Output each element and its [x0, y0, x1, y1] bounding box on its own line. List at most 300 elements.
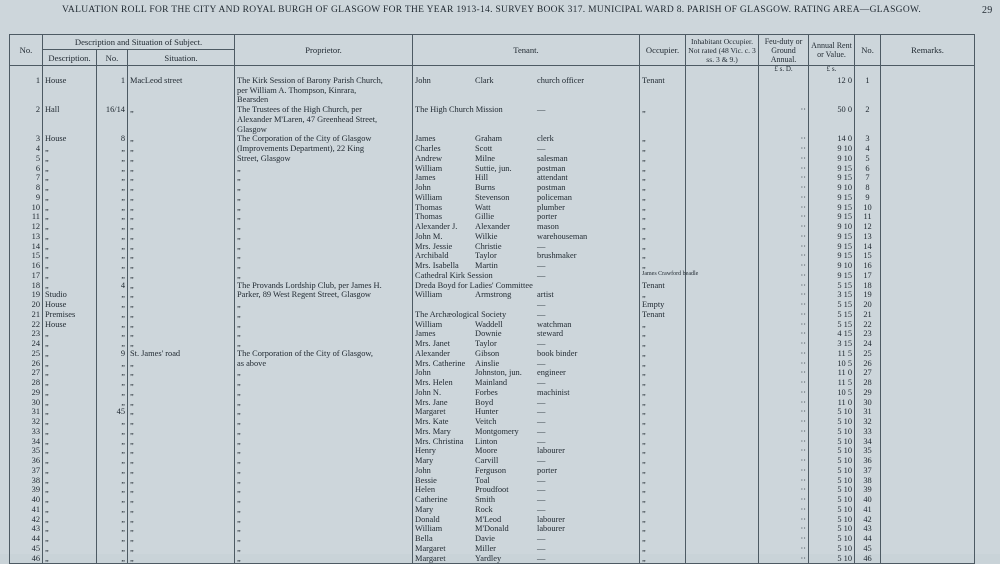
inhabitant-cell [686, 251, 759, 261]
tenant-occupation: watchman [537, 319, 572, 329]
tenant-first-name: Catherine [415, 495, 448, 504]
proprietor-cell: „ [235, 524, 413, 534]
occupier-cell: „ [640, 329, 686, 339]
table-row [10, 251, 975, 261]
row-number-cell: 27 [855, 368, 881, 378]
tenant-occupation: brushmaker [537, 251, 577, 261]
tenant-cell [413, 105, 640, 115]
page-header [0, 5, 1000, 21]
annual-rent-cell: 5 10 [809, 427, 855, 437]
tenant-cell [413, 125, 640, 135]
street-number-cell: „ [97, 329, 128, 339]
entry-number: 7 [10, 173, 43, 183]
inhabitant-cell [686, 154, 759, 164]
valuation-table [9, 34, 975, 564]
inhabitant-cell [686, 173, 759, 183]
situation-cell: „ [128, 144, 235, 154]
inhabitant-cell [686, 495, 759, 505]
remarks-cell [881, 476, 975, 486]
situation-cell: „ [128, 290, 235, 300]
remarks-cell [881, 203, 975, 213]
tenant-first-name: Bella [415, 534, 433, 543]
remarks-cell [881, 388, 975, 398]
situation-cell: „ [128, 300, 235, 310]
annual-rent-cell: 5 10 [809, 466, 855, 476]
row-number-cell: 19 [855, 290, 881, 300]
description-cell: Studio [43, 290, 97, 300]
remarks-cell [881, 232, 975, 242]
feu-duty-cell: ·· [759, 242, 809, 252]
description-cell: „ [43, 349, 97, 359]
description-cell: Hall [43, 105, 97, 115]
tenant-cell [413, 544, 640, 554]
street-number-cell: „ [97, 495, 128, 505]
situation-cell: „ [128, 232, 235, 242]
occupier-cell: „ [640, 242, 686, 252]
feu-duty-cell: ·· [759, 105, 809, 115]
street-number-cell: „ [97, 427, 128, 437]
feu-duty-cell: ·· [759, 339, 809, 349]
description-cell: „ [43, 544, 97, 554]
tenant-first-name: The High Church Mission [415, 105, 503, 114]
tenant-cell [413, 115, 640, 125]
annual-rent-cell: 5 10 [809, 515, 855, 525]
row-number-cell: 37 [855, 466, 881, 476]
tenant-cell [413, 144, 640, 154]
street-number-cell: 8 [97, 134, 128, 144]
street-number-cell [97, 95, 128, 105]
proprietor-cell: Bearsden [235, 95, 413, 105]
feu-duty-cell: ·· [759, 329, 809, 339]
situation-cell: „ [128, 242, 235, 252]
proprietor-cell: The Kirk Session of Barony Parish Church, [235, 76, 413, 86]
entry-number: 5 [10, 154, 43, 164]
tenant-cell [413, 251, 640, 261]
table-row [10, 300, 975, 310]
tenant-occupation: artist [537, 290, 554, 300]
tenant-occupation: postman [537, 163, 566, 173]
proprietor-cell: Alexander M'Laren, 47 Greenhead Street, [235, 115, 413, 125]
description-cell: „ [43, 505, 97, 515]
remarks-cell [881, 524, 975, 534]
tenant-surname: Watt [475, 202, 491, 212]
tenant-surname: Downie [475, 329, 502, 339]
col-tenant: Tenant. [413, 35, 640, 66]
situation-cell: „ [128, 515, 235, 525]
row-number-cell: 1 [855, 76, 881, 86]
street-number-cell: „ [97, 544, 128, 554]
situation-cell: „ [128, 368, 235, 378]
entry-number: 24 [10, 339, 43, 349]
proprietor-cell: „ [235, 271, 413, 281]
description-cell: „ [43, 203, 97, 213]
annual-rent-cell: 5 10 [809, 446, 855, 456]
proprietor-cell: „ [235, 515, 413, 525]
proprietor-cell: „ [235, 476, 413, 486]
tenant-cell [413, 495, 640, 505]
row-number-cell: 8 [855, 183, 881, 193]
inhabitant-cell [686, 164, 759, 174]
inhabitant-cell [686, 368, 759, 378]
situation-cell: „ [128, 359, 235, 369]
occupier-cell: „ [640, 515, 686, 525]
tenant-surname: Christie [475, 241, 502, 251]
col-description-group: Description and Situation of Subject. [43, 35, 235, 50]
annual-rent-cell: 11 5 [809, 378, 855, 388]
occupier-cell: „ [640, 466, 686, 476]
feu-duty-cell: ·· [759, 388, 809, 398]
inhabitant-cell [686, 524, 759, 534]
description-cell: „ [43, 242, 97, 252]
tenant-occupation: — [537, 456, 546, 465]
table-row [10, 485, 975, 495]
feu-duty-cell: ·· [759, 261, 809, 271]
proprietor-cell: „ [235, 505, 413, 515]
occupier-cell: „ [640, 144, 686, 154]
proprietor-cell: „ [235, 544, 413, 554]
row-number-cell: 18 [855, 281, 881, 291]
feu-duty-cell: ·· [759, 310, 809, 320]
entry-number: 17 [10, 271, 43, 281]
street-number-cell: „ [97, 339, 128, 349]
description-cell: „ [43, 456, 97, 466]
entry-number [10, 95, 43, 105]
tenant-surname: Milne [475, 153, 496, 163]
table-row [10, 417, 975, 427]
description-cell: „ [43, 476, 97, 486]
occupier-cell: „ [640, 417, 686, 427]
street-number-cell: „ [97, 232, 128, 242]
tenant-surname: Gibson [475, 348, 500, 358]
situation-cell: „ [128, 554, 235, 564]
inhabitant-cell [686, 242, 759, 252]
row-number-cell [855, 86, 881, 96]
inhabitant-cell [686, 105, 759, 115]
row-number-cell: 20 [855, 300, 881, 310]
table-body [10, 66, 975, 564]
annual-rent-cell: 5 10 [809, 476, 855, 486]
tenant-occupation: engineer [537, 368, 566, 378]
row-number-cell: 45 [855, 544, 881, 554]
proprietor-cell: „ [235, 495, 413, 505]
entry-number: 35 [10, 446, 43, 456]
row-number-cell: 26 [855, 359, 881, 369]
situation-cell: „ [128, 222, 235, 232]
annual-rent-cell: 5 10 [809, 524, 855, 534]
tenant-occupation: — [537, 485, 546, 495]
occupier-cell: Empty [640, 300, 686, 310]
feu-duty-cell: ·· [759, 466, 809, 476]
tenant-cell [413, 446, 640, 456]
tenant-surname: Linton [475, 436, 498, 446]
situation-cell: „ [128, 261, 235, 271]
tenant-first-name: Margaret [415, 407, 446, 417]
tenant-cell [413, 505, 640, 515]
table-row [10, 281, 975, 291]
occupier-cell: „ [640, 427, 686, 437]
row-number-cell: 31 [855, 407, 881, 417]
occupier-cell: „ [640, 485, 686, 495]
street-number-cell: „ [97, 290, 128, 300]
remarks-cell [881, 261, 975, 271]
situation-cell: „ [128, 427, 235, 437]
description-cell: House [43, 134, 97, 144]
occupier-cell: „ [640, 261, 686, 271]
row-number-cell: 15 [855, 251, 881, 261]
row-number-cell: 17 [855, 271, 881, 281]
feu-duty-cell: ·· [759, 232, 809, 242]
proprietor-cell: as above [235, 359, 413, 369]
table-row [10, 76, 975, 86]
entry-number: 43 [10, 524, 43, 534]
street-number-cell [97, 125, 128, 135]
col-occupier: Occupier. [640, 35, 686, 66]
inhabitant-cell [686, 222, 759, 232]
description-cell: „ [43, 466, 97, 476]
situation-cell: „ [128, 203, 235, 213]
tenant-first-name: Mrs. Isabella [415, 261, 459, 270]
inhabitant-cell [686, 86, 759, 96]
annual-rent-cell: 9 10 [809, 261, 855, 271]
description-cell: House [43, 300, 97, 310]
annual-rent-cell: 9 15 [809, 193, 855, 203]
occupier-cell: „ [640, 134, 686, 144]
street-number-cell: „ [97, 144, 128, 154]
description-cell: „ [43, 164, 97, 174]
occupier-cell: „ [640, 349, 686, 359]
entry-number: 29 [10, 388, 43, 398]
occupier-cell: „ [640, 544, 686, 554]
inhabitant-cell [686, 310, 759, 320]
tenant-occupation: attendant [537, 173, 568, 183]
entry-number: 46 [10, 554, 43, 564]
tenant-cell [413, 154, 640, 164]
entry-number: 21 [10, 310, 43, 320]
annual-rent-cell: 9 15 [809, 212, 855, 222]
tenant-occupation: salesman [537, 153, 568, 163]
annual-rent-cell: 5 10 [809, 534, 855, 544]
street-number-cell [97, 86, 128, 96]
remarks-cell [881, 466, 975, 476]
entry-number: 13 [10, 232, 43, 242]
tenant-surname: Forbes [475, 387, 498, 397]
street-number-cell: „ [97, 320, 128, 330]
entry-number: 39 [10, 485, 43, 495]
proprietor-cell: „ [235, 466, 413, 476]
tenant-first-name: Mrs. Christina [415, 436, 464, 446]
entry-number: 8 [10, 183, 43, 193]
description-cell: „ [43, 281, 97, 291]
table-row [10, 115, 975, 125]
occupier-cell: „ [640, 164, 686, 174]
remarks-cell [881, 427, 975, 437]
tenant-cell [413, 310, 640, 320]
remarks-cell [881, 183, 975, 193]
row-number-cell: 23 [855, 329, 881, 339]
tenant-cell [413, 466, 640, 476]
row-number-cell: 43 [855, 524, 881, 534]
tenant-occupation: church officer [537, 75, 585, 85]
tenant-first-name: Thomas [415, 202, 442, 212]
annual-rent-cell: 9 15 [809, 173, 855, 183]
tenant-first-name: Mrs. Kate [415, 417, 449, 426]
tenant-occupation: — [537, 105, 546, 114]
annual-rent-cell: 9 15 [809, 271, 855, 281]
description-cell: „ [43, 485, 97, 495]
situation-cell: „ [128, 183, 235, 193]
situation-cell: „ [128, 271, 235, 281]
inhabitant-cell [686, 95, 759, 105]
table-row [10, 544, 975, 554]
occupier-cell: „ [640, 476, 686, 486]
row-number-cell: 3 [855, 134, 881, 144]
feu-duty-cell: ·· [759, 417, 809, 427]
description-cell: „ [43, 271, 97, 281]
tenant-occupation: porter [537, 212, 558, 222]
street-number-cell: „ [97, 154, 128, 164]
feu-duty-cell: ·· [759, 437, 809, 447]
entry-number: 22 [10, 320, 43, 330]
occupier-cell: „ [640, 524, 686, 534]
tenant-occupation: postman [537, 183, 566, 192]
proprietor-cell: „ [235, 446, 413, 456]
feu-duty-cell: ·· [759, 320, 809, 330]
occupier-cell: „ [640, 368, 686, 378]
description-cell: „ [43, 515, 97, 525]
annual-rent-cell: 5 10 [809, 554, 855, 564]
tenant-occupation: — [537, 300, 546, 309]
tenant-cell [413, 164, 640, 174]
inhabitant-cell [686, 446, 759, 456]
remarks-cell [881, 495, 975, 505]
description-cell: „ [43, 212, 97, 222]
tenant-occupation: — [537, 378, 546, 387]
remarks-cell [881, 242, 975, 252]
table-row [10, 193, 975, 203]
entry-number: 20 [10, 300, 43, 310]
occupier-cell: Tenant [640, 310, 686, 320]
tenant-occupation: — [537, 397, 546, 407]
description-cell: „ [43, 368, 97, 378]
remarks-cell [881, 456, 975, 466]
tenant-first-name: The Archæological Society [415, 309, 507, 319]
description-cell: House [43, 76, 97, 86]
street-number-cell: 45 [97, 407, 128, 417]
row-number-cell: 28 [855, 378, 881, 388]
entry-number: 37 [10, 466, 43, 476]
feu-duty-cell: ·· [759, 534, 809, 544]
proprietor-cell: per William A. Thompson, Kinrara, [235, 86, 413, 96]
situation-cell: „ [128, 281, 235, 291]
remarks-cell [881, 125, 975, 135]
annual-rent-cell: 10 5 [809, 388, 855, 398]
proprietor-cell: The Trustees of the High Church, per [235, 105, 413, 115]
entry-number: 33 [10, 427, 43, 437]
feu-duty-cell: ·· [759, 203, 809, 213]
tenant-first-name: Margaret [415, 543, 446, 553]
feu-duty-cell: ·· [759, 495, 809, 505]
tenant-first-name: Margaret [415, 553, 446, 563]
tenant-cell [413, 359, 640, 369]
description-cell: „ [43, 437, 97, 447]
street-number-cell: „ [97, 173, 128, 183]
rent-units: £ s. [809, 66, 855, 76]
situation-cell: „ [128, 388, 235, 398]
situation-cell: „ [128, 339, 235, 349]
tenant-cell [413, 368, 640, 378]
annual-rent-cell: 50 0 [809, 105, 855, 115]
situation-cell: „ [128, 164, 235, 174]
street-number-cell: „ [97, 164, 128, 174]
row-number-cell: 4 [855, 144, 881, 154]
table-row [10, 359, 975, 369]
row-number-cell: 16 [855, 261, 881, 271]
feu-duty-cell [759, 125, 809, 135]
row-number-cell: 38 [855, 476, 881, 486]
description-cell [43, 125, 97, 135]
inhabitant-cell [686, 349, 759, 359]
remarks-cell [881, 534, 975, 544]
proprietor-cell: „ [235, 534, 413, 544]
situation-cell: „ [128, 544, 235, 554]
table-row [10, 388, 975, 398]
feu-duty-cell: ·· [759, 554, 809, 564]
proprietor-cell: Glasgow [235, 125, 413, 135]
remarks-cell [881, 95, 975, 105]
remarks-cell [881, 349, 975, 359]
occupier-cell [640, 125, 686, 135]
feu-duty-cell: ·· [759, 212, 809, 222]
occupier-cell: „ [640, 251, 686, 261]
remarks-cell [881, 378, 975, 388]
tenant-occupation: labourer [537, 524, 565, 534]
col-situation: Situation. [128, 50, 235, 66]
situation-cell: „ [128, 407, 235, 417]
feu-duty-cell: ·· [759, 154, 809, 164]
description-cell: „ [43, 154, 97, 164]
annual-rent-cell: 11 0 [809, 368, 855, 378]
row-number-cell: 34 [855, 437, 881, 447]
table-row [10, 476, 975, 486]
remarks-cell [881, 417, 975, 427]
remarks-cell [881, 173, 975, 183]
tenant-first-name: Helen [415, 485, 436, 495]
tenant-first-name: Mary [415, 504, 434, 514]
occupier-cell [640, 86, 686, 96]
table-row [10, 524, 975, 534]
annual-rent-cell: 5 10 [809, 485, 855, 495]
inhabitant-cell [686, 232, 759, 242]
table-row [10, 271, 975, 281]
table-row [10, 222, 975, 232]
proprietor-cell: „ [235, 485, 413, 495]
annual-rent-cell: 5 10 [809, 505, 855, 515]
tenant-cell [413, 388, 640, 398]
annual-rent-cell [809, 95, 855, 105]
inhabitant-cell [686, 76, 759, 86]
tenant-surname: Davie [475, 534, 496, 543]
tenant-first-name: Mrs. Jessie [415, 241, 453, 251]
tenant-surname: Ainslie [475, 358, 500, 368]
col-annual-rent: Annual Rent or Value. [809, 35, 855, 66]
street-number-cell: „ [97, 466, 128, 476]
row-number-cell: 25 [855, 349, 881, 359]
inhabitant-cell [686, 320, 759, 330]
description-cell: „ [43, 407, 97, 417]
table-row [10, 261, 975, 271]
annual-rent-cell: 11 0 [809, 398, 855, 408]
occupier-cell [640, 115, 686, 125]
